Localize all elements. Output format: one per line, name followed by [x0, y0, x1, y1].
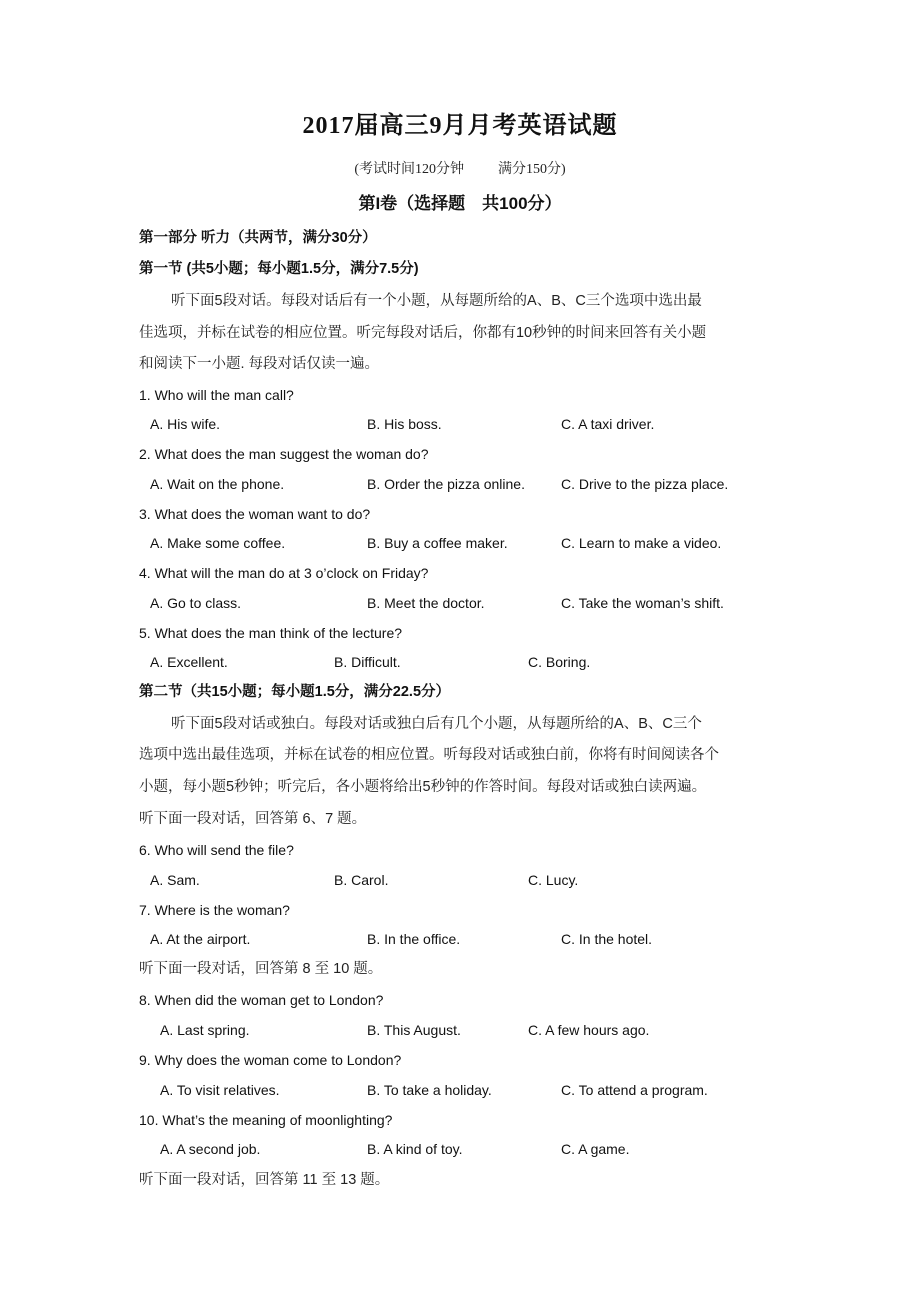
exam-time: (考试时间120分钟: [354, 162, 464, 177]
question: 1. Who will the man call?: [139, 387, 294, 403]
instruction-line: 听下面5段对话。每段对话后有一个小题，从每题所给的A、B、C三个选项中选出最: [171, 293, 702, 309]
option-c: C. Drive to the pizza place.: [561, 476, 729, 492]
option-a: A. To visit relatives.: [160, 1082, 280, 1098]
question: 6. Who will send the file?: [139, 842, 294, 858]
option-b: B. Meet the doctor.: [367, 595, 485, 611]
question: 10. What’s the meaning of moonlighting?: [139, 1112, 393, 1128]
listening-prompt: 听下面一段对话，回答第 11 至 13 题。: [139, 1172, 390, 1188]
question: 8. When did the woman get to London?: [139, 992, 384, 1008]
option-b: B. In the office.: [367, 931, 461, 947]
instruction-line: 佳选项，并标在试卷的相应位置。听完每段对话后，你都有10秒钟的时间来回答有关小题: [139, 325, 707, 341]
option-c: C. To attend a program.: [561, 1082, 708, 1098]
option-b: B. A kind of toy.: [367, 1141, 463, 1157]
option-a: A. Make some coffee.: [150, 535, 286, 551]
section1-heading: 第一节 (共5小题；每小题1.5分，满分7.5分): [139, 261, 419, 277]
option-a: A. His wife.: [150, 416, 221, 432]
option-a: A. Go to class.: [150, 595, 242, 611]
exam-subtitle: [0, 160, 920, 180]
option-c: C. Learn to make a video.: [561, 535, 722, 551]
option-b: B. Buy a coffee maker.: [367, 535, 508, 551]
instruction-line: 和阅读下一小题. 每段对话仅读一遍。: [139, 356, 380, 372]
exam-title: 2017届高三9月月考英语试题: [302, 113, 618, 139]
volume-heading: 第I卷（选择题 共100分）: [358, 194, 562, 213]
option-b: B. His boss.: [367, 416, 442, 432]
question: 3. What does the woman want to do?: [139, 506, 371, 522]
option-b: B. Order the pizza online.: [367, 476, 525, 492]
instruction-line: 选项中选出最佳选项，并标在试卷的相应位置。听每段对话或独白前，你将有时间阅读各个: [139, 747, 719, 763]
part1-heading: 第一部分 听力（共两节，满分30分）: [139, 230, 377, 246]
option-b: B. Carol.: [334, 872, 389, 888]
question: 2. What does the man suggest the woman do?: [139, 446, 429, 462]
option-c: C. A game.: [561, 1141, 630, 1157]
option-a: A. Last spring.: [160, 1022, 250, 1038]
instruction-line: 听下面5段对话或独白。每段对话或独白后有几个小题，从每题所给的A、B、C三个: [171, 716, 702, 732]
exam-score: 满分150分): [498, 162, 566, 177]
option-a: A. Wait on the phone.: [150, 476, 285, 492]
option-c: C. Take the woman’s shift.: [561, 595, 724, 611]
option-c: C. Lucy.: [528, 872, 579, 888]
listening-prompt: 听下面一段对话，回答第 6、7 题。: [139, 811, 367, 827]
option-c: C. Boring.: [528, 654, 591, 670]
option-b: B. To take a holiday.: [367, 1082, 492, 1098]
question: 5. What does the man think of the lecture?: [139, 625, 403, 641]
option-b: B. Difficult.: [334, 654, 401, 670]
option-a: A. Excellent.: [150, 654, 228, 670]
option-c: C. A taxi driver.: [561, 416, 655, 432]
option-c: C. In the hotel.: [561, 931, 653, 947]
instruction-line: 小题，每小题5秒钟；听完后，各小题将给出5秒钟的作答时间。每段对话或独白读两遍。: [139, 779, 707, 795]
question: 9. Why does the woman come to London?: [139, 1052, 402, 1068]
question: 4. What will the man do at 3 o’clock on Friday?: [139, 565, 429, 581]
option-c: C. A few hours ago.: [528, 1022, 650, 1038]
option-a: A. At the airport.: [150, 931, 251, 947]
option-b: B. This August.: [367, 1022, 461, 1038]
question: 7. Where is the woman?: [139, 902, 290, 918]
listening-prompt: 听下面一段对话，回答第 8 至 10 题。: [139, 961, 383, 977]
option-a: A. A second job.: [160, 1141, 261, 1157]
option-a: A. Sam.: [150, 872, 200, 888]
section2-heading: 第二节（共15小题；每小题1.5分，满分22.5分）: [139, 684, 451, 700]
